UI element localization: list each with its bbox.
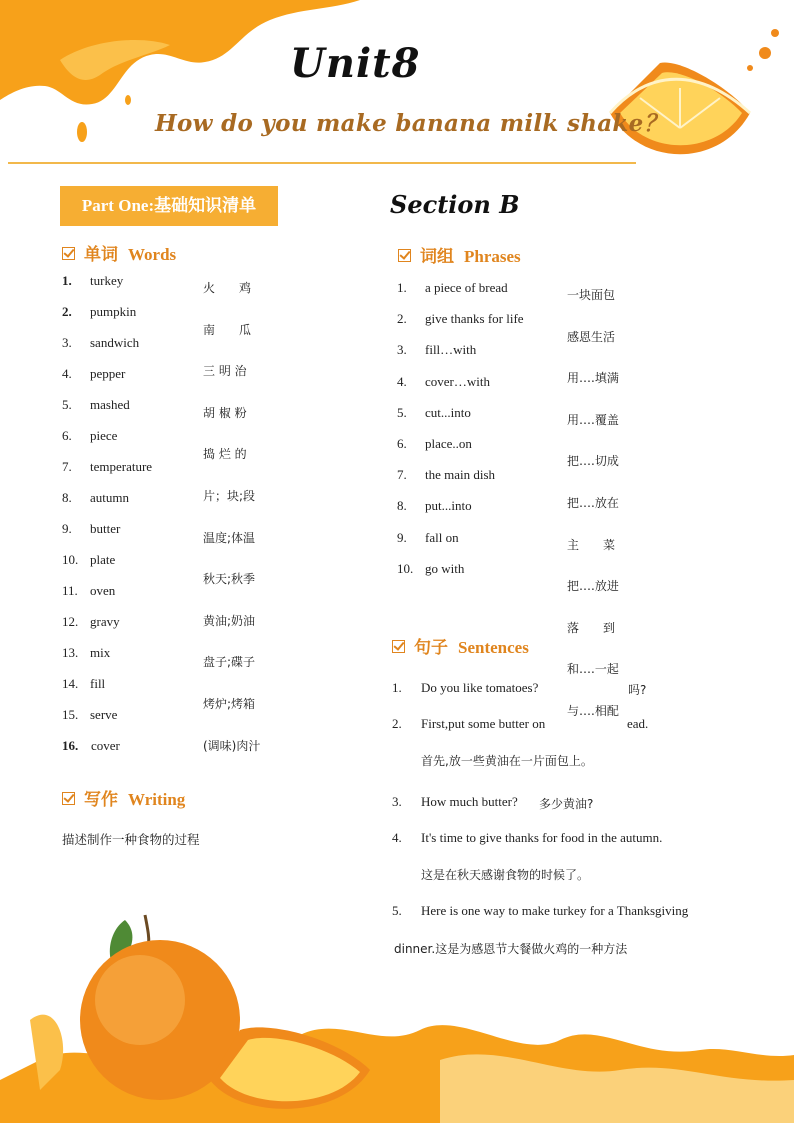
word-number: 8. — [62, 490, 72, 505]
word-en: serve — [90, 707, 118, 722]
word-cn: 南 瓜 — [203, 322, 252, 337]
word-number: 3. — [62, 335, 72, 350]
sentence-cn: 这是在秋天感谢食物的时候了。 — [421, 868, 590, 882]
phrase-cn: 落 到 — [567, 620, 616, 635]
phrase-number: 7. — [397, 467, 407, 483]
writing-task: 描述制作一种食物的过程 — [62, 832, 200, 847]
word-cn: 烤炉;烤箱 — [203, 697, 256, 711]
phrase-number: 2. — [397, 311, 407, 327]
checkbox-icon — [62, 247, 75, 260]
sentence-number: 3. — [392, 794, 402, 809]
unit-title: Unit8 — [290, 40, 421, 87]
word-en: oven — [90, 583, 116, 598]
phrase-number: 6. — [397, 436, 407, 451]
phrase-number: 8. — [397, 498, 407, 514]
word-number: 2. — [62, 304, 72, 319]
sentence-tail: ead. — [627, 716, 649, 731]
section-b-title: Section B — [390, 190, 520, 219]
phrase-number: 5. — [397, 404, 407, 420]
word-number: 15. — [62, 707, 79, 722]
phrase-cn: 用….覆盖 — [567, 412, 619, 427]
checkbox-icon — [398, 249, 411, 262]
word-number: 5. — [62, 397, 72, 412]
word-number: 14. — [62, 676, 79, 691]
sentence-en: Do you like tomatoes? — [421, 680, 539, 695]
checkbox-icon — [392, 640, 405, 653]
phrase-en: place..on — [425, 436, 472, 451]
phrase-en: go with — [425, 560, 465, 576]
phrase-number: 4. — [397, 373, 407, 389]
checkbox-icon — [62, 792, 75, 805]
sentence-continuation: dinner.这是为感恩节大餐做火鸡的一种方法 — [394, 942, 628, 956]
phrase-cn: 把….切成 — [567, 454, 619, 469]
orange-fruit-icon — [70, 910, 390, 1110]
phrase-cn: 感恩生活 — [567, 329, 616, 344]
sentence-en: First,put some butter on — [421, 716, 546, 731]
word-number: 10. — [62, 552, 79, 567]
part-one-banner: Part One:基础知识清单 — [60, 186, 278, 226]
word-cn: 片；块;段 — [203, 489, 256, 503]
phrase-en: a piece of bread — [425, 280, 508, 295]
phrase-number: 1. — [397, 280, 407, 295]
word-cn: 盘子;碟子 — [203, 655, 256, 670]
lesson-question: How do you make banana milk shake？ — [155, 110, 667, 137]
word-en: fill — [90, 676, 106, 691]
word-en: temperature — [90, 459, 153, 474]
word-number: 1. — [62, 273, 72, 288]
word-en: pepper — [90, 366, 126, 381]
phrase-cn: 把….放在 — [567, 496, 619, 510]
word-cn: 捣 烂 的 — [203, 447, 247, 462]
word-number: 12. — [62, 614, 79, 629]
word-number: 16. — [62, 738, 79, 753]
phrase-number: 3. — [397, 342, 407, 358]
word-en: gravy — [90, 614, 120, 629]
sentence-tail: 多少黄油? — [539, 797, 594, 811]
word-cn: 火 鸡 — [203, 281, 252, 295]
word-cn: 秋天;秋季 — [203, 572, 256, 587]
orange-slice-icon — [600, 18, 790, 168]
phrases-heading: 词组 Phrases — [398, 242, 521, 267]
sentence-number: 5. — [392, 903, 402, 918]
phrase-cn: 与….相配 — [567, 704, 619, 718]
sentence-en: How much butter? — [421, 794, 518, 809]
word-cn: 温度;体温 — [203, 530, 256, 545]
word-number: 11. — [62, 583, 78, 598]
word-number: 6. — [62, 428, 72, 443]
word-en: sandwich — [90, 335, 140, 350]
phrase-cn: 和….一起 — [567, 662, 619, 677]
sentence-tail: 吗? — [628, 683, 647, 697]
header-divider — [8, 162, 636, 164]
phrase-en: the main dish — [425, 467, 496, 483]
writing-heading: 写作 Writing — [62, 785, 185, 810]
sentence-en: It's time to give thanks for food in the autumn. — [421, 830, 663, 845]
sentence-en: Here is one way to make turkey for a Thanksgiving — [421, 903, 689, 918]
word-en: cover — [91, 738, 120, 753]
word-cn: 黄油;奶油 — [203, 613, 256, 628]
sentence-number: 4. — [392, 830, 402, 845]
word-en: pumpkin — [90, 304, 137, 319]
phrase-en: fill…with — [425, 342, 477, 358]
word-en: piece — [90, 428, 118, 443]
phrase-en: give thanks for life — [425, 311, 524, 327]
phrase-number: 9. — [397, 529, 407, 545]
word-number: 4. — [62, 366, 72, 381]
sentences-heading: 句子 Sentences — [392, 633, 529, 658]
word-number: 13. — [62, 645, 79, 660]
phrase-cn: 用….填满 — [567, 371, 619, 386]
sentence-number: 2. — [392, 716, 402, 731]
phrase-cn: 把….放进 — [567, 579, 619, 594]
word-number: 9. — [62, 521, 72, 536]
word-cn: 三 明 治 — [203, 364, 247, 379]
phrase-number: 10. — [397, 560, 414, 576]
word-en: plate — [90, 552, 116, 567]
phrase-cn: 主 菜 — [567, 537, 616, 552]
word-cn: (调味)肉汁 — [203, 738, 261, 753]
phrase-en: fall on — [425, 529, 459, 545]
phrase-cn: 一块面包 — [567, 288, 616, 302]
word-en: butter — [90, 521, 121, 536]
word-number: 7. — [62, 459, 72, 474]
word-en: mix — [90, 645, 111, 660]
sentence-number: 1. — [392, 680, 402, 695]
phrase-en: put...into — [425, 498, 472, 514]
sentence-cn: 首先,放一些黄油在一片面包上。 — [421, 754, 593, 768]
word-en: mashed — [90, 397, 130, 412]
word-cn: 胡 椒 粉 — [203, 405, 247, 420]
word-en: autumn — [90, 490, 129, 505]
phrase-en: cover…with — [425, 373, 490, 389]
phrase-en: cut...into — [425, 404, 471, 420]
word-en: turkey — [90, 273, 124, 288]
words-heading: 单词 Words — [62, 240, 176, 265]
